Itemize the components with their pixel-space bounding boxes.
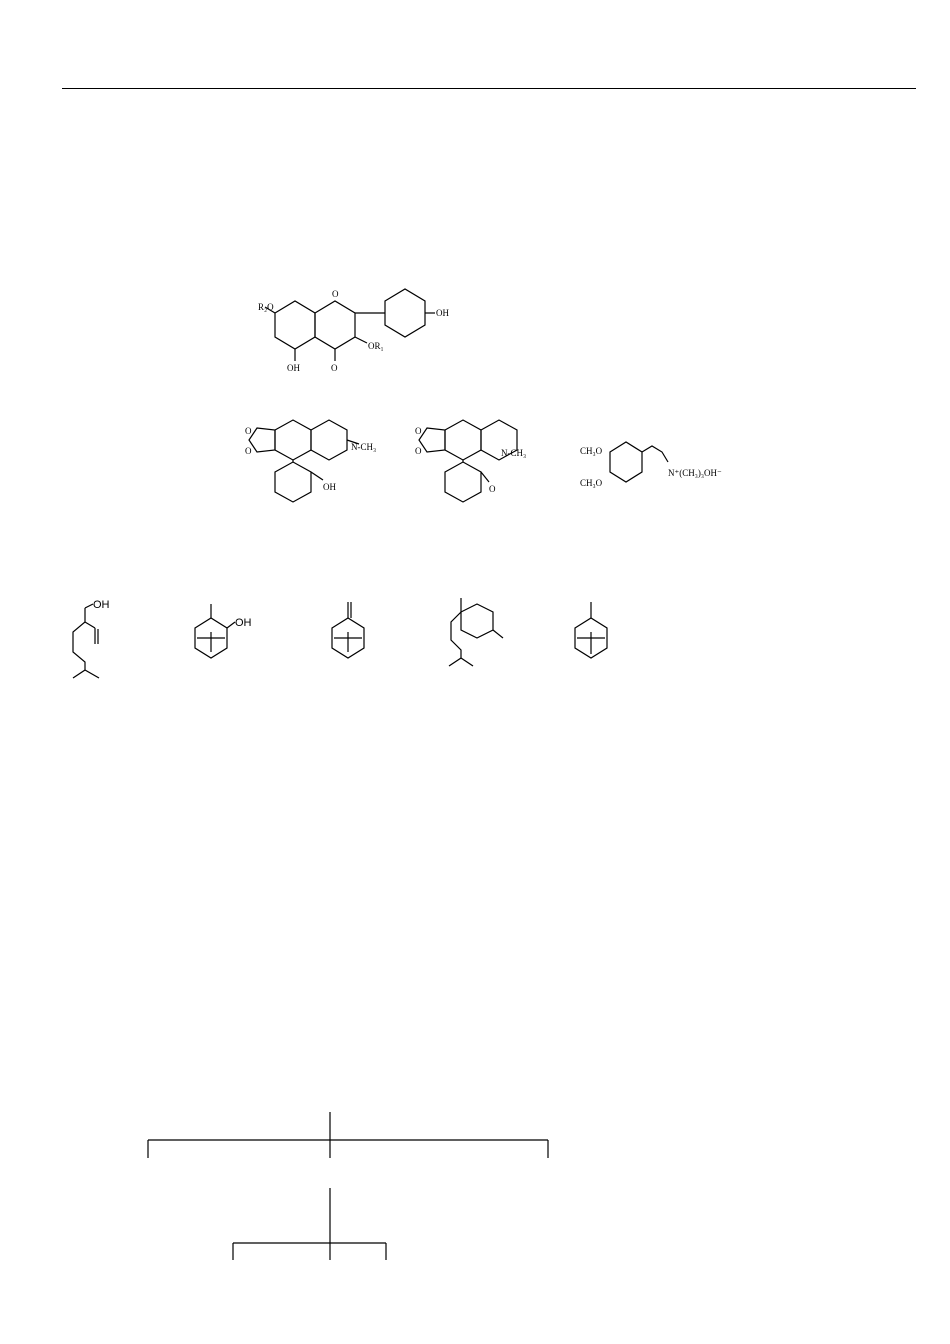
svg-text:N-CH₃: N-CH₃ <box>501 448 527 458</box>
svg-text:N-CH₃: N-CH₃ <box>351 442 377 452</box>
svg-text:OH: OH <box>93 599 110 611</box>
svg-text:O: O <box>245 426 252 436</box>
svg-text:OH: OH <box>436 308 449 318</box>
svg-text:CH₃O: CH₃O <box>580 478 603 488</box>
svg-text:OH: OH <box>287 363 300 373</box>
svg-text:O: O <box>331 363 338 373</box>
svg-text:O: O <box>332 289 339 299</box>
svg-text:O: O <box>415 446 422 456</box>
svg-text:N⁺(CH₃)₃OH⁻: N⁺(CH₃)₃OH⁻ <box>668 468 722 478</box>
svg-text:R₂O: R₂O <box>258 302 274 312</box>
svg-text:O: O <box>415 426 422 436</box>
svg-text:OH: OH <box>323 482 336 492</box>
svg-text:O: O <box>245 446 252 456</box>
svg-text:OR₁: OR₁ <box>368 341 384 351</box>
svg-text:OH: OH <box>235 617 252 629</box>
svg-text:O: O <box>489 484 496 494</box>
svg-text:CH₃O: CH₃O <box>580 446 603 456</box>
